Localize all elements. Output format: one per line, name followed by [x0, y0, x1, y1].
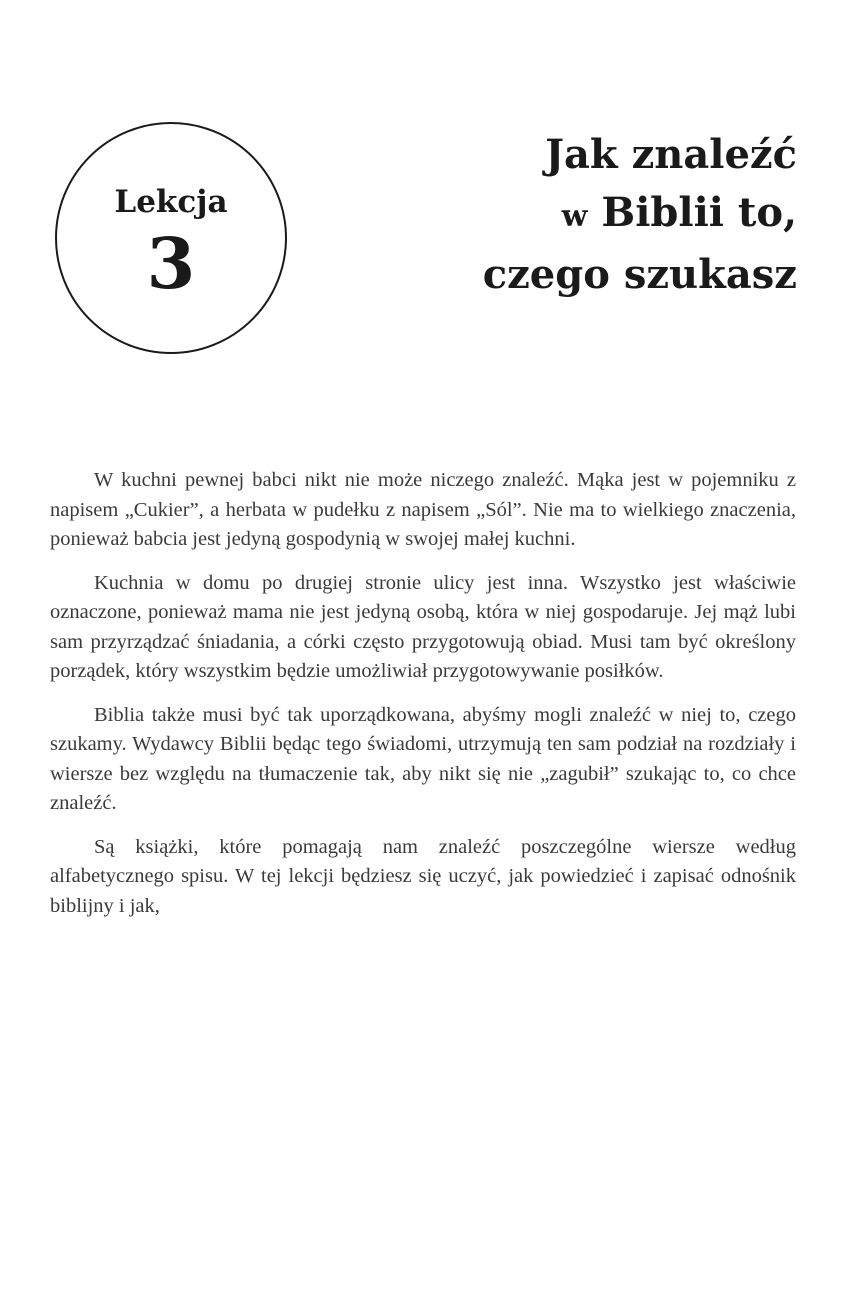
paragraph: Są książki, które pomagają nam znaleźć poszczególne wiersze według alfabetycznego spisu. W tej lekcji będziesz się uczyć, jak powiedzieć i zapisać odnośnik biblijny i jak,	[50, 835, 796, 917]
lesson-badge	[55, 122, 287, 354]
paragraph: Biblia także musi być tak uporządkowana, abyśmy mogli znaleźć w niej to, czego szukamy. Wydawcy Biblii będąc tego świadomi, utrzymują ten sam podział na rozdziały i wiersze bez względu na tłumaczenie tak, aby nikt się nie „zagubił” szukając to, co chce znaleźć.	[50, 703, 796, 814]
body-text	[50, 466, 796, 935]
paragraph: Kuchnia w domu po drugiej stronie ulicy jest inna. Wszystko jest właściwie oznaczone, ponieważ mama nie jest jedyną osobą, która w niej gospodaruje. Jej mąż lubi sam przyrządzać śniadania, a córki często przygotowują obiad. Musi tam być określony porządek, który wszystkim będzie umożliwiał przygotowywanie posiłków.	[50, 571, 796, 682]
paragraph: W kuchni pewnej babci nikt nie może niczego znaleźć. Mąka jest w pojemniku z napisem „Cukier”, a herbata w pudełku z napisem „Sól”. Nie ma to wielkiego znaczenia, ponieważ babcia jest jedyną gospodynią w swojej małej kuchni.	[50, 469, 796, 550]
title-line-3: czego szukasz	[482, 251, 797, 298]
title-line-2	[377, 184, 797, 246]
lesson-label: Lekcja	[114, 184, 228, 220]
title-line-1: Jak znaleźć	[545, 131, 797, 178]
title-line-2-prefix: w	[561, 199, 588, 234]
title-line-2-text: Biblii to,	[587, 189, 797, 236]
page-title	[377, 126, 797, 304]
lesson-number: 3	[146, 222, 196, 305]
